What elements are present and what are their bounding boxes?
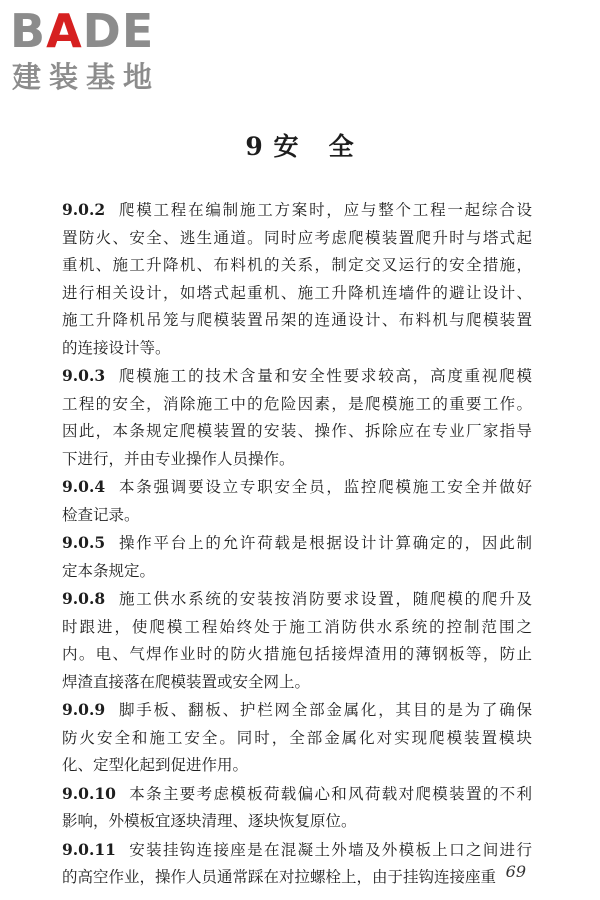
clause-number: 9.0.4	[62, 477, 106, 496]
clause-line	[62, 641, 532, 669]
clause-text: 本条强调要设立专职安全员，监控爬模施工安全并做好	[117, 478, 532, 496]
clause-text: 时跟进，使爬模工程始终处于施工消防供水系统的控制范围之	[62, 617, 532, 636]
clause-number: 9.0.11	[62, 839, 116, 859]
clause-number: 9.0.9	[62, 700, 106, 719]
clause-text: 重机、施工升降机、布料机的关系，制定交叉运行的安全措施，	[62, 256, 532, 274]
clause-line	[62, 780, 532, 809]
clause-line	[62, 473, 532, 502]
chapter-title: 9 安 全	[245, 132, 355, 161]
clause-line	[62, 252, 532, 280]
page-number: 69	[505, 862, 526, 881]
clause-line	[62, 196, 532, 225]
clause-number: 9.0.8	[62, 589, 106, 608]
document-body	[62, 196, 532, 892]
clause-line	[62, 362, 532, 391]
clause-number: 9.0.2	[62, 200, 106, 219]
clause-text: 焊渣直接落在爬模装置或安全网上。	[62, 672, 311, 691]
clause-line	[62, 752, 532, 780]
clause	[62, 585, 532, 696]
clause-text: 安装挂钩连接座是在混凝土外墙及外模板上口之间进行	[127, 840, 532, 859]
clause-text: 的高空作业，操作人员通常踩在对拉螺栓上，由于挂钩连接座重	[62, 868, 497, 886]
clause-line	[62, 669, 532, 697]
clause-line	[62, 585, 532, 614]
clause-text: 置防火、安全、逃生通道。同时应考虑爬模装置爬升时与塔式起	[62, 228, 532, 247]
clause-text: 下进行，并由专业操作人员操作。	[62, 449, 295, 468]
clause-text: 施工升降机吊笼与爬模装置吊架的连通设计、布料机与爬模装置	[62, 311, 532, 329]
clause-text: 防火安全和施工安全。同时，全部金属化对实现爬模装置模块	[62, 728, 532, 747]
clause-text: 检查记录。	[62, 505, 140, 524]
clause-text: 爬模工程在编制施工方案时，应与整个工程一起综合设	[117, 201, 532, 219]
clause-text: 影响，外模板宜逐块清理、逐块恢复原位。	[62, 812, 357, 830]
clause-line	[62, 614, 532, 642]
clause	[62, 473, 532, 529]
clause-text: 爬模施工的技术含量和安全性要求较高，高度重视爬模	[117, 367, 532, 385]
clause-line	[62, 808, 532, 836]
clause-text: 的连接设计等。	[62, 338, 171, 357]
clause-line	[62, 446, 532, 474]
logo	[10, 6, 180, 98]
clause-line	[62, 280, 532, 308]
clause-text: 脚手板、翻板、护栏网全部金属化，其目的是为了确保	[117, 701, 532, 719]
clause-line	[62, 502, 532, 530]
clause-text: 工程的安全，消除施工中的危险因素，是爬模施工的重要工作。	[62, 394, 532, 413]
clause-text: 操作平台上的允许荷载是根据设计计算确定的，因此制	[117, 534, 532, 552]
clause-text: 化、定型化起到促进作用。	[62, 756, 249, 774]
clause-line	[62, 725, 532, 753]
clause	[62, 780, 532, 836]
clause-line	[62, 696, 532, 725]
clause	[62, 362, 532, 473]
logo-wordmark: BADE	[10, 4, 155, 58]
clause-number: 9.0.3	[62, 366, 106, 385]
clause-text: 本条主要考虑模板荷载偏心和风荷载对爬模装置的不利	[127, 784, 532, 803]
clause-text: 内。电、气焊作业时的防火措施包括接焊渣用的薄钢板等，防止	[62, 645, 532, 663]
clause-line	[62, 558, 532, 586]
clause-line	[62, 864, 532, 892]
clause	[62, 529, 532, 585]
clause-line	[62, 836, 532, 865]
clause-text: 施工供水系统的安装按消防要求设置，随爬模的爬升及	[117, 590, 532, 608]
clause-line	[62, 529, 532, 558]
clause-line	[62, 307, 532, 335]
clause	[62, 196, 532, 362]
clause	[62, 696, 532, 780]
clause-line	[62, 418, 532, 446]
clause-text: 进行相关设计，如塔式起重机、施工升降机连墙件的避让设计、	[62, 283, 532, 302]
clause-line	[62, 391, 532, 419]
clause-text: 定本条规定。	[62, 561, 156, 580]
clause-line	[62, 335, 532, 363]
clause	[62, 836, 532, 892]
clause-number: 9.0.10	[62, 783, 116, 803]
clause-line	[62, 225, 532, 253]
clause-text: 因此，本条规定爬模装置的安装、操作、拆除应在专业厂家指导	[62, 422, 532, 440]
clause-number: 9.0.5	[62, 533, 106, 552]
logo-subtitle: 建装基地	[12, 60, 161, 94]
